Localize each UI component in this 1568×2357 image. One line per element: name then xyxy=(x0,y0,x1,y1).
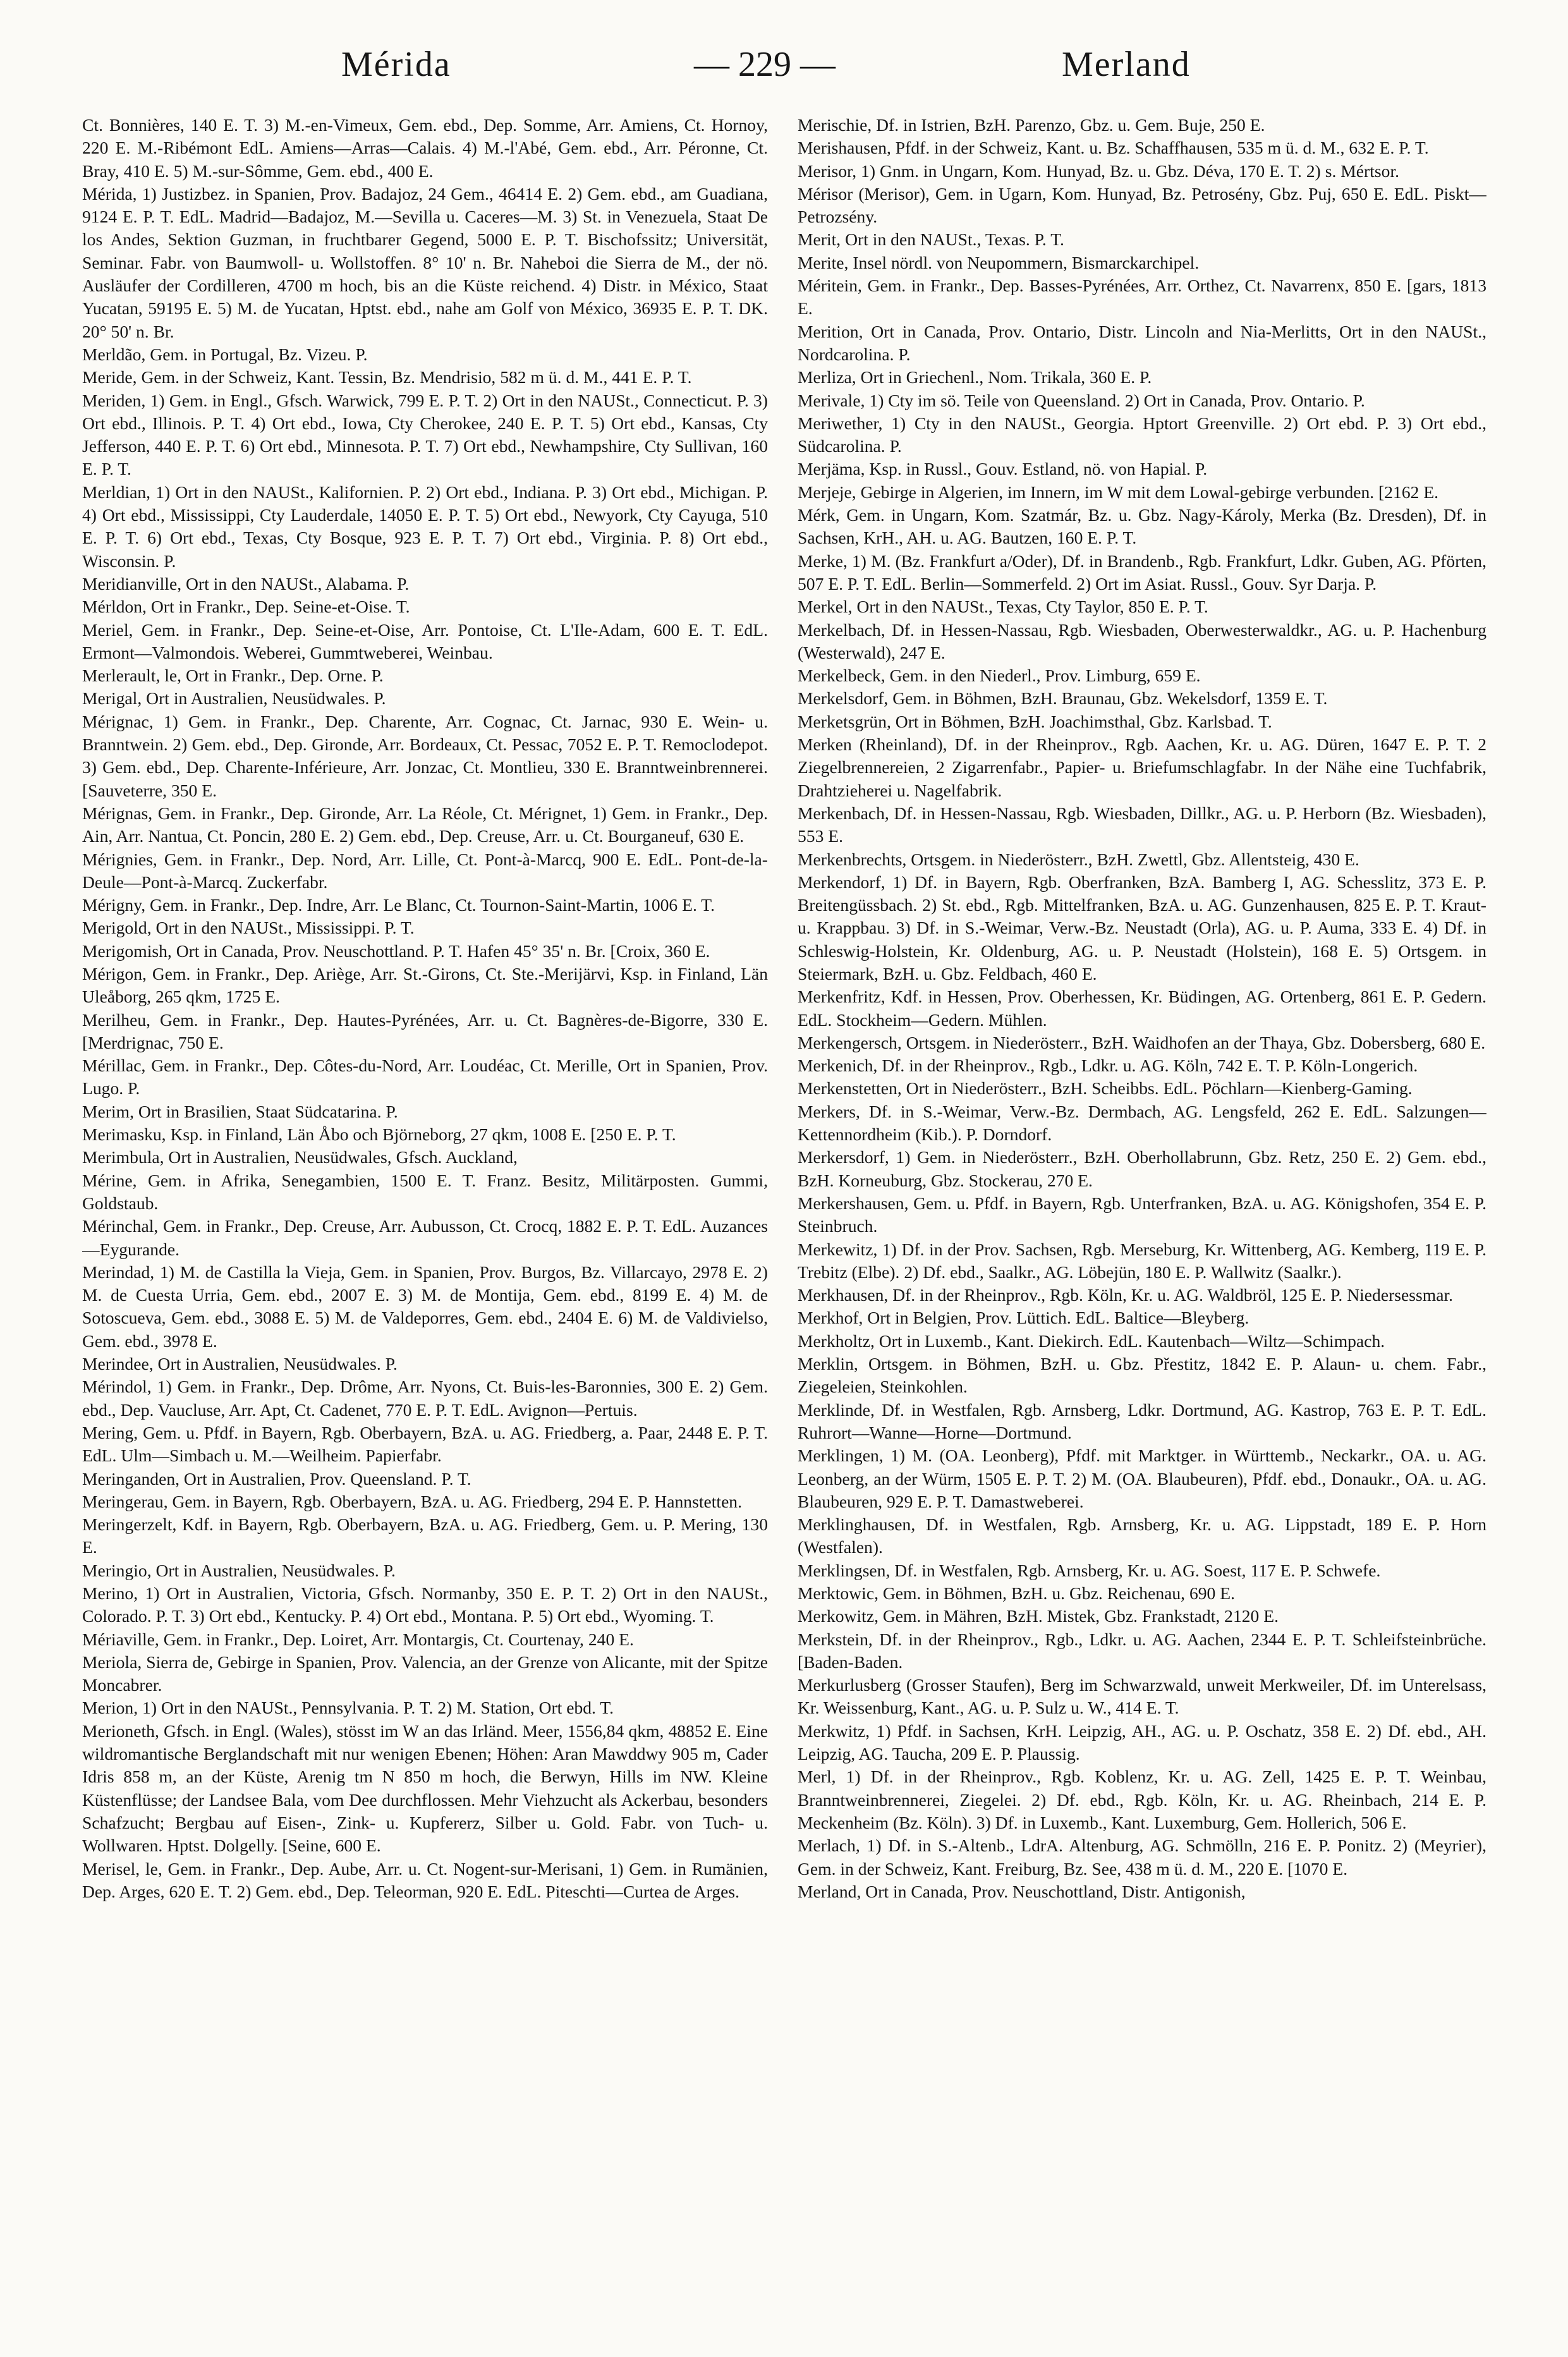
dictionary-entry: Merkenstetten, Ort in Niederösterr., BzH. Scheibbs. EdL. Pöchlarn—Kienberg-Gaming. xyxy=(798,1078,1413,1099)
dictionary-entry: Merldão, Gem. in Portugal, Bz. Vizeu. P. xyxy=(82,344,368,364)
dictionary-entry: Merke, 1) M. (Bz. Frankfurt a/Oder), Df. in Brandenb., Rgb. Frankfurt, Ldkr. Guben, AG. Pförten, 507 E. P. T. EdL. Berlin—Sommerfeld. 2) Ort im Asiat. Russl., Gouv. Syr Darja. P. xyxy=(798,551,1486,594)
dictionary-entry: Merimbula, Ort in Australien, Neusüdwales, Gfsch. Auckland, xyxy=(82,1147,518,1167)
left-column xyxy=(82,114,768,2332)
dictionary-entry: Merjäma, Ksp. in Russl., Gouv. Estland, nö. von Hapial. P. xyxy=(798,459,1208,479)
dictionary-entry: Mérk, Gem. in Ungarn, Kom. Szatmár, Bz. u. Gbz. Nagy-Károly, Merka (Bz. Dresden), Df. in Sachsen, KrH., AH. u. AG. Bautzen, 160 E. P. T. xyxy=(798,505,1486,548)
dictionary-entry: Merim, Ort in Brasilien, Staat Südcatarina. P. xyxy=(82,1101,398,1121)
header-last-entry: Merland xyxy=(1062,45,1191,84)
dictionary-entry: Merklinde, Df. in Westfalen, Rgb. Arnsberg, Ldkr. Dortmund, AG. Kastrop, 763 E. P. T. EdL. Ruhrort—Wanne—Horne—Dortmund. xyxy=(798,1399,1486,1442)
dictionary-entry: Meringanden, Ort in Australien, Prov. Queensland. P. T. xyxy=(82,1468,471,1489)
dictionary-entry: Merigomish, Ort in Canada, Prov. Neuschottland. P. T. Hafen 45° 35' n. Br. [Croix, 360 E. xyxy=(82,941,710,961)
dictionary-entry: Merkstein, Df. in der Rheinprov., Rgb., Ldkr. u. AG. Aachen, 2344 E. P. T. Schleifsteinbrüche. [Baden-Baden. xyxy=(798,1629,1486,1672)
dictionary-entry: Merkholtz, Ort in Luxemb., Kant. Diekirch. EdL. Kautenbach—Wiltz—Schimpach. xyxy=(798,1331,1385,1351)
dictionary-entry: Merite, Insel nördl. von Neupommern, Bismarckarchipel. xyxy=(798,252,1200,272)
dictionary-entry: Merino, 1) Ort in Australien, Victoria, Gfsch. Normanby, 350 E. P. T. 2) Ort in den NAUSt., Colorado. P. T. 3) Ort ebd., Kentucky. P. 4) Ort ebd., Montana. P. 5) Ort ebd., Wyoming. T. xyxy=(82,1583,768,1626)
dictionary-entry: Merlerault, le, Ort in Frankr., Dep. Orne. P. xyxy=(82,666,384,686)
dictionary-entry: Mérillac, Gem. in Frankr., Dep. Côtes-du-Nord, Arr. Loudéac, Ct. Merille, Ort in Spanien, Prov. Lugo. P. xyxy=(82,1056,768,1099)
dictionary-entry: Merilheu, Gem. in Frankr., Dep. Hautes-Pyrénées, Arr. u. Ct. Bagnères-de-Bigorre, 330 E. [Merdrignac, 750 E. xyxy=(82,1009,768,1052)
dictionary-entry: Merkengersch, Ortsgem. in Niederösterr., BzH. Waidhofen an der Thaya, Gbz. Dobersberg, 680 E. xyxy=(798,1032,1486,1052)
dictionary-entry: Meriel, Gem. in Frankr., Dep. Seine-et-Oise, Arr. Pontoise, Ct. L'Ile-Adam, 600 E. T. EdL. Ermont—Valmondois. Weberei, Gummtweberei, Weinbau. xyxy=(82,619,768,662)
dictionary-entry: Merktowic, Gem. in Böhmen, BzH. u. Gbz. Reichenau, 690 E. xyxy=(798,1583,1235,1603)
dictionary-entry: Merklingsen, Df. in Westfalen, Rgb. Arnsberg, Kr. u. AG. Soest, 117 E. P. Schwefe. xyxy=(798,1560,1381,1580)
dictionary-entry: Merkhof, Ort in Belgien, Prov. Lüttich. EdL. Baltice—Bleyberg. xyxy=(798,1308,1249,1328)
dictionary-entry: Merkelsdorf, Gem. in Böhmen, BzH. Braunau, Gbz. Wekelsdorf, 1359 E. T. xyxy=(798,688,1328,709)
dictionary-entry: Merkelbach, Df. in Hessen-Nassau, Rgb. Wiesbaden, Oberwesterwaldkr., AG. u. P. Hachenburg (Westerwald), 247 E. xyxy=(798,619,1486,662)
dictionary-entry: Merivale, 1) Cty im sö. Teile von Queensland. 2) Ort in Canada, Prov. Ontario. P. xyxy=(798,390,1365,410)
dictionary-entry: Merkel, Ort in den NAUSt., Texas, Cty Taylor, 850 E. P. T. xyxy=(798,597,1208,617)
dictionary-entry: Mérignac, 1) Gem. in Frankr., Dep. Charente, Arr. Cognac, Ct. Jarnac, 930 E. Wein- u. Branntwein. 2) Gem. ebd., Dep. Gironde, Arr. Bordeaux, Ct. Pessac, 7052 E. P. T. Remoclodepot. 3) Gem. ebd., Dep. Charente-Inférieure, Arr. Jonzac, Ct. Montlieu, 330 E. Branntweinbrennerei. [Sauveterre, 350 E. xyxy=(82,711,768,800)
dictionary-entry: Merkenbrechts, Ortsgem. in Niederösterr., BzH. Zwettl, Gbz. Allentsteig, 430 E. xyxy=(798,849,1359,869)
dictionary-entry: Ct. Bonnières, 140 E. T. 3) M.-en-Vimeux, Gem. ebd., Dep. Somme, Arr. Amiens, Ct. Hornoy, 220 E. M.-Ribémont EdL. Amiens—Arras—Calais. 4) M.-l'Abé, Gem. ebd., Arr. Péronne, Ct. Bray, 410 E. 5) M.-sur-Sômme, Gem. ebd., 400 E. xyxy=(82,115,768,181)
dictionary-entry: Merkewitz, 1) Df. in der Prov. Sachsen, Rgb. Merseburg, Kr. Wittenberg, AG. Kemberg, 119 E. P. Trebitz (Elbe). 2) Df. ebd., Saalkr., AG. Löbejün, 180 E. P. Wallwitz (Saalkr.). xyxy=(798,1239,1486,1282)
dictionary-entry: Merisel, le, Gem. in Frankr., Dep. Aube, Arr. u. Ct. Nogent-sur-Merisani, 1) Gem. in Rumänien, Dep. Arges, 620 E. T. 2) Gem. ebd., Dep. Teleorman, 920 E. EdL. Piteschti—Curtea de Arges. xyxy=(82,1858,768,1901)
dictionary-entry: Merketsgrün, Ort in Böhmen, BzH. Joachimsthal, Gbz. Karlsbad. T. xyxy=(798,711,1272,731)
dictionary-entry: Merkenbach, Df. in Hessen-Nassau, Rgb. Wiesbaden, Dillkr., AG. u. P. Herborn (Bz. Wiesbaden), 553 E. xyxy=(798,803,1486,846)
dictionary-entry: Merisor, 1) Gnm. in Ungarn, Kom. Hunyad, Bz. u. Gbz. Déva, 170 E. T. 2) s. Mértsor. xyxy=(798,161,1400,181)
dictionary-entry: Merkenich, Df. in der Rheinprov., Rgb., Ldkr. u. AG. Köln, 742 E. T. P. Köln-Longerich. xyxy=(798,1056,1418,1076)
dictionary-entry: Merldian, 1) Ort in den NAUSt., Kalifornien. P. 2) Ort ebd., Indiana. P. 3) Ort ebd., Michigan. P. 4) Ort ebd., Mississippi, Cty Lauderdale, 14050 E. P. T. 5) Ort ebd., Newyork, Cty Cayuga, 510 E. P. T. 6) Ort ebd., Texas, Cty Bosque, 923 E. P. T. 7) Ort ebd., Virginia. P. 8) Ort ebd., Wisconsin. P. xyxy=(82,482,768,571)
dictionary-entry: Merkers, Df. in S.-Weimar, Verw.-Bz. Dermbach, AG. Lengsfeld, 262 E. EdL. Salzungen—Kettennordheim (Kib.). P. Dorndorf. xyxy=(798,1101,1486,1145)
dictionary-entry: Merkowitz, Gem. in Mähren, BzH. Mistek, Gbz. Frankstadt, 2120 E. xyxy=(798,1606,1279,1626)
dictionary-entry: Merit, Ort in den NAUSt., Texas. P. T. xyxy=(798,229,1064,250)
header-first-entry: Mérida xyxy=(341,45,451,84)
dictionary-entry: Mérinchal, Gem. in Frankr., Dep. Creuse, Arr. Aubusson, Ct. Crocq, 1882 E. P. T. EdL. Auzances—Eygurande. xyxy=(82,1216,768,1259)
dictionary-entry: Merindee, Ort in Australien, Neusüdwales. P. xyxy=(82,1354,398,1374)
dictionary-entry: Merl, 1) Df. in der Rheinprov., Rgb. Koblenz, Kr. u. AG. Zell, 1425 E. P. T. Weinbau, Branntweinbrennerei, Ziegelei. 2) Df. ebd., Rgb. Köln, Kr. u. AG. Rheinbach, 214 E. P. Meckenheim (Bz. Köln). 3) Df. in Luxemb., Kant. Luxemburg, Gem. Hollerich, 506 E. xyxy=(798,1767,1486,1832)
dictionary-entry: Mérindol, 1) Gem. in Frankr., Dep. Drôme, Arr. Nyons, Ct. Buis-les-Baronnies, 300 E. 2) Gem. ebd., Dep. Vaucluse, Arr. Apt, Ct. Cadenet, 770 E. P. T. EdL. Avignon—Pertuis. xyxy=(82,1377,768,1420)
dictionary-entry: Merkhausen, Df. in der Rheinprov., Rgb. Köln, Kr. u. AG. Waldbröl, 125 E. P. Niedersessmar. xyxy=(798,1285,1454,1305)
dictionary-entry: Merland, Ort in Canada, Prov. Neuschottland, Distr. Antigonish, xyxy=(798,1881,1246,1901)
dictionary-entry: Mérida, 1) Justizbez. in Spanien, Prov. Badajoz, 24 Gem., 46414 E. 2) Gem. ebd., am Guadiana, 9124 E. P. T. EdL. Madrid—Badajoz, M.—Sevilla u. Caceres—M. 3) St. in Venezuela, Staat De los Andes, Sektion Guzman, in fruchtbarer Gegend, 5000 E. P. T. Bischofssitz; Universität, Seminar. Fabr. von Baumwoll- u. Wollstoffen. 8° 10' n. Br. Naheboi die Sierra de M., der nö. Ausläufer der Cordilleren, 4700 m hoch, bis an die Küste reichend. 4) Distr. in México, Staat Yucatan, 59195 E. 5) M. de Yucatan, Hptst. ebd., nahe am Golf von México, 36935 E. P. T. DK. 20° 50' n. Br. xyxy=(82,183,768,341)
dictionary-entry: Merlach, 1) Df. in S.-Altenb., LdrA. Altenburg, AG. Schmölln, 216 E. P. Ponitz. 2) (Meyrier), Gem. in der Schweiz, Kant. Freiburg, Bz. See, 438 m ü. d. M., 220 E. [1070 E. xyxy=(798,1836,1486,1879)
dictionary-entry: Merjeje, Gebirge in Algerien, im Innern, im W mit dem Lowal-gebirge verbunden. [2162 E. xyxy=(798,482,1439,502)
dictionary-entry: Meriden, 1) Gem. in Engl., Gfsch. Warwick, 799 E. P. T. 2) Ort in den NAUSt., Connecticut. P. 3) Ort ebd., Illinois. P. T. 4) Ort ebd., Iowa, Cty Cherokee, 240 E. P. T. 5) Ort ebd., Kansas, Cty Jefferson, 440 E. P. T. 6) Ort ebd., Minnesota. P. T. 7) Ort ebd., Newhampshire, Cty Sullivan, 160 E. P. T. xyxy=(82,390,768,479)
dictionary-entry: Merimasku, Ksp. in Finland, Län Åbo och Björneborg, 27 qkm, 1008 E. [250 E. P. T. xyxy=(82,1124,676,1145)
dictionary-entry: Merkenfritz, Kdf. in Hessen, Prov. Oberhessen, Kr. Büdingen, AG. Ortenberg, 861 E. P. Gedern. EdL. Stockheim—Gedern. Mühlen. xyxy=(798,987,1486,1030)
dictionary-entry: Méritein, Gem. in Frankr., Dep. Basses-Pyrénées, Arr. Orthez, Ct. Navarrenx, 850 E. [gars, 1813 E. xyxy=(798,276,1486,319)
dictionary-entry: Merkurlusberg (Grosser Staufen), Berg im Schwarzwald, unweit Merkweiler, Df. im Unterelsass, Kr. Weissenburg, Kant., AG. u. P. Sulz u. W., 414 E. T. xyxy=(798,1675,1486,1718)
dictionary-entry: Merkwitz, 1) Pfdf. in Sachsen, KrH. Leipzig, AH., AG. u. P. Oschatz, 358 E. 2) Df. ebd., AH. Leipzig, AG. Taucha, 209 E. P. Plaussig. xyxy=(798,1721,1486,1764)
dictionary-entry: Merishausen, Pfdf. in der Schweiz, Kant. u. Bz. Schaffhausen, 535 m ü. d. M., 632 E. P. T. xyxy=(798,138,1429,158)
dictionary-entry: Mérignies, Gem. in Frankr., Dep. Nord, Arr. Lille, Ct. Pont-à-Marcq, 900 E. EdL. Pont-de-la-Deule—Pont-à-Marcq. Zuckerfabr. xyxy=(82,849,768,892)
dictionary-entry: Mérine, Gem. in Afrika, Senegambien, 1500 E. T. Franz. Besitz, Militärposten. Gummi, Goldstaub. xyxy=(82,1170,768,1213)
dictionary-entry: Merklinghausen, Df. in Westfalen, Rgb. Arnsberg, Kr. u. AG. Lippstadt, 189 E. P. Horn (Westfalen). xyxy=(798,1514,1486,1557)
right-column xyxy=(798,114,1486,2332)
dictionary-entry: Mérigon, Gem. in Frankr., Dep. Ariège, Arr. St.-Girons, Ct. Ste.-Merijärvi, Ksp. in Finland, Län Uleåborg, 265 qkm, 1725 E. xyxy=(82,963,768,1007)
dictionary-entry: Meride, Gem. in der Schweiz, Kant. Tessin, Bz. Mendrisio, 582 m ü. d. M., 441 E. P. T. xyxy=(82,367,692,387)
dictionary-entry: Merion, 1) Ort in den NAUSt., Pennsylvania. P. T. 2) M. Station, Ort ebd. T. xyxy=(82,1698,614,1718)
dictionary-entry: Merition, Ort in Canada, Prov. Ontario, Distr. Lincoln and Nia-Merlitts, Ort in den NAUSt., Nordcarolina. P. xyxy=(798,321,1486,364)
dictionary-entry: Merigold, Ort in den NAUSt., Mississippi. P. T. xyxy=(82,918,415,938)
dictionary-entry: Meringerzelt, Kdf. in Bayern, Rgb. Oberbayern, BzA. u. AG. Friedberg, Gem. u. P. Mering, 130 E. xyxy=(82,1514,768,1557)
dictionary-entry: Merklingen, 1) M. (OA. Leonberg), Pfdf. mit Marktger. in Württemb., Neckarkr., OA. u. AG. Leonberg, an der Würm, 1505 E. P. T. 2) M. (OA. Blaubeuren), Pfdf. ebd., Donaukr., OA. u. AG. Blaubeuren, 929 E. P. T. Damastweberei. xyxy=(798,1446,1486,1511)
dictionary-entry: Meringio, Ort in Australien, Neusüdwales. P. xyxy=(82,1560,396,1580)
dictionary-entry: Merkersdorf, 1) Gem. in Niederösterr., BzH. Oberhollabrunn, Gbz. Retz, 250 E. 2) Gem. ebd., BzH. Korneuburg, Gbz. Stockerau, 270 E. xyxy=(798,1147,1486,1190)
dictionary-entry: Merkelbeck, Gem. in den Niederl., Prov. Limburg, 659 E. xyxy=(798,666,1201,686)
dictionary-entry: Meringerau, Gem. in Bayern, Rgb. Oberbayern, BzA. u. AG. Friedberg, 294 E. P. Hannstetten. xyxy=(82,1491,743,1511)
dictionary-entry: Meriwether, 1) Cty in den NAUSt., Georgia. Hptort Greenville. 2) Ort ebd. P. 3) Ort ebd., Südcarolina. P. xyxy=(798,413,1486,456)
dictionary-entry: Mérisor (Merisor), Gem. in Ugarn, Kom. Hunyad, Bz. Petrosény, Gbz. Puj, 650 E. EdL. Piskt—Petrozsény. xyxy=(798,183,1486,227)
dictionary-entry: Meriola, Sierra de, Gebirge in Spanien, Prov. Valencia, an der Grenze von Alicante, mit der Spitze Moncabrer. xyxy=(82,1652,768,1695)
dictionary-entry: Mering, Gem. u. Pfdf. in Bayern, Rgb. Oberbayern, BzA. u. AG. Friedberg, a. Paar, 2448 E. P. T. EdL. Ulm—Simbach u. M.—Weilheim. Papierfabr. xyxy=(82,1422,768,1466)
dictionary-entry: Merioneth, Gfsch. in Engl. (Wales), stösst im W an das Irländ. Meer, 1556,84 qkm, 48852 E. Eine wildromantische Berglandschaft mit nur wenigen Ebenen; Höhen: Aran Mawddwy 905 m, Cader Idris 858 m, an der Küste, Arenig tm N 850 m hoch, die Berwyn, Hills im NW. Kleine Küstenflüsse; der Landsee Bala, vom Dee durchflossen. Mehr Viehzucht als Ackerbau, besonders Schafzucht; Bergbau auf Eisen-, Zink- u. Kupfererz, Silber u. Gold. Fabr. von Tuch- u. Wollwaren. Hptst. Dolgelly. [Seine, 600 E. xyxy=(82,1721,768,1856)
dictionary-entry: Merigal, Ort in Australien, Neusüdwales. P. xyxy=(82,688,386,709)
dictionary-entry: Merliza, Ort in Griechenl., Nom. Trikala, 360 E. P. xyxy=(798,367,1152,387)
page-header xyxy=(0,44,1568,101)
dictionary-entry: Mérignas, Gem. in Frankr., Dep. Gironde, Arr. La Réole, Ct. Mérignet, 1) Gem. in Frankr., Dep. Ain, Arr. Nantua, Ct. Poncin, 280 E. 2) Gem. ebd., Dep. Creuse, Arr. u. Ct. Bourganeuf, 630 E. xyxy=(82,803,768,846)
dictionary-entry: Merindad, 1) M. de Castilla la Vieja, Gem. in Spanien, Prov. Burgos, Bz. Villarcayo, 2978 E. 2) M. de Cuesta Urria, Gem. ebd., 2007 E. 3) M. de Montija, Gem. ebd., 8199 E. 4) M. de Sotoscueva, Gem. ebd., 3088 E. 5) M. de Valdeporres, Gem. ebd., 2404 E. 6) M. de Valdivielso, Gem. ebd., 3978 E. xyxy=(82,1262,768,1351)
dictionary-entry: Merken (Rheinland), Df. in der Rheinprov., Rgb. Aachen, Kr. u. AG. Düren, 1647 E. P. T. 2 Ziegelbrennereien, 2 Zigarrenfabr., Papier- u. Briefumschlagfabr. In der Nähe eine Tuchfabrik, Drahtzieherei u. Nagelfabrik. xyxy=(798,734,1486,800)
dictionary-entry: Mériaville, Gem. in Frankr., Dep. Loiret, Arr. Montargis, Ct. Courtenay, 240 E. xyxy=(82,1629,634,1649)
dictionary-entry: Meridianville, Ort in den NAUSt., Alabama. P. xyxy=(82,573,410,594)
dictionary-entry: Mérldon, Ort in Frankr., Dep. Seine-et-Oise. T. xyxy=(82,597,410,617)
dictionary-entry: Mérigny, Gem. in Frankr., Dep. Indre, Arr. Le Blanc, Ct. Tournon-Saint-Martin, 1006 E. T. xyxy=(82,895,715,915)
dictionary-entry: Merischie, Df. in Istrien, BzH. Parenzo, Gbz. u. Gem. Buje, 250 E. xyxy=(798,115,1265,135)
dictionary-entry: Merklin, Ortsgem. in Böhmen, BzH. u. Gbz. Přestitz, 1842 E. P. Alaun- u. chem. Fabr., Ziegeleien, Steinkohlen. xyxy=(798,1354,1486,1397)
dictionary-entry: Merkendorf, 1) Df. in Bayern, Rgb. Oberfranken, BzA. Bamberg I, AG. Schesslitz, 373 E. P. Breitengüssbach. 2) St. ebd., Rgb. Mittelfranken, BzA. u. AG. Gunzenhausen, 825 E. P. T. Kraut- u. Krappbau. 3) Df. in S.-Weimar, Verw.-Bz. Neustadt (Orla), AG. u. P. Auma, 333 E. 4) Df. in Schleswig-Holstein, Kr. Oldenburg, AG. u. P. Neustadt (Holstein), 168 E. 5) Ortsgem. in Steiermark, BzH. u. Gbz. Feldbach, 460 E. xyxy=(798,872,1486,984)
page-number: — 229 — xyxy=(694,45,836,84)
dictionary-entry: Merkershausen, Gem. u. Pfdf. in Bayern, Rgb. Unterfranken, BzA. u. AG. Königshofen, 354 E. P. Steinbruch. xyxy=(798,1193,1486,1236)
